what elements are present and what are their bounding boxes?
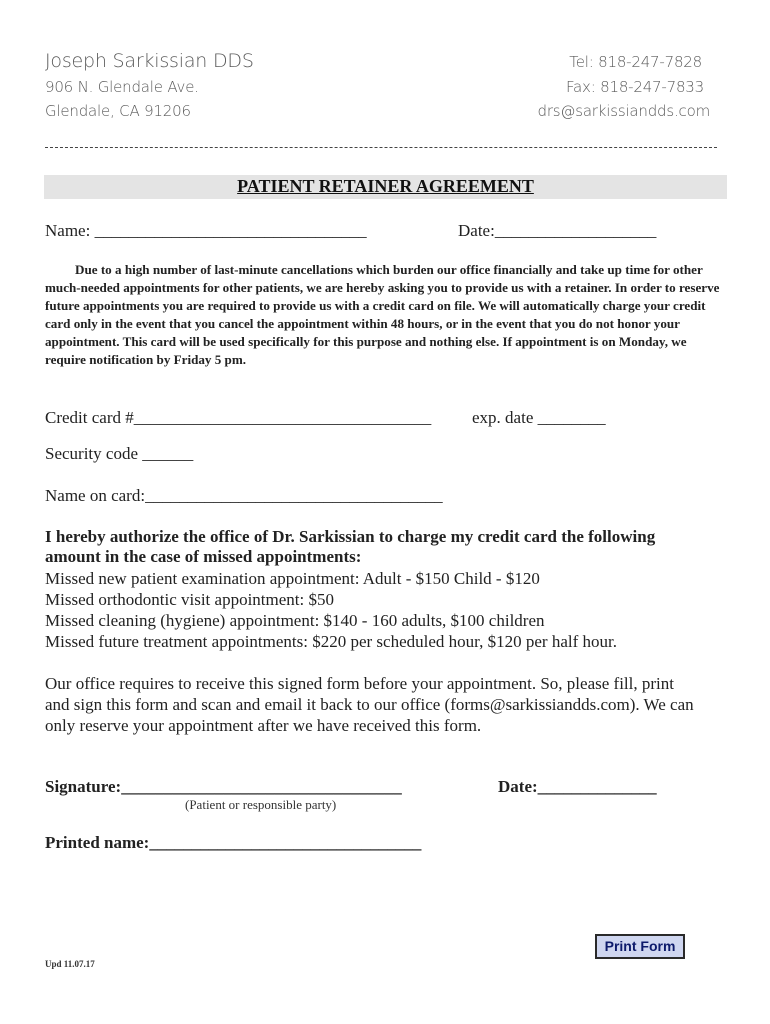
authorization-heading-line-2: amount in the case of missed appointments: [45, 547, 362, 566]
credit-card-field[interactable]: Credit card #___________________________________ [45, 408, 432, 427]
security-code-field[interactable]: Security code ______ [45, 444, 194, 463]
fee-item-orthodontic: Missed orthodontic visit appointment: $50 [45, 590, 334, 609]
retainer-notice [45, 261, 730, 369]
notice-text: Due to a high number of last-minute cancellations which burden our office financially and take up time for other much-needed appointments for other patients, we are hereby asking you to provide us with a retainer. In order to reserve future appointments you are required to provide us with a credit card on file. We will automatically charge your credit card only in the event that you cancel the appointment within 48 hours, or in the event that you do not honor your appointment. This card will be used specifically for this purpose and nothing else. If appointment is on Monday, we require notification by Friday 5 pm. [45, 262, 720, 367]
updated-date: Upd 11.07.17 [45, 959, 95, 969]
fee-item-new-patient: Missed new patient examination appointment: Adult - $150 Child - $120 [45, 569, 540, 588]
office-note-line-3: only reserve your appointment after we have received this form. [45, 716, 482, 735]
name-on-card-field[interactable]: Name on card:___________________________________ [45, 486, 443, 505]
address-line-2: Glendale, CA 91206 [45, 102, 191, 120]
practice-name: Joseph Sarkissian DDS [45, 50, 254, 72]
page-title: PATIENT RETAINER AGREEMENT [237, 176, 534, 196]
phone-number: Tel: 818-247-7828 [569, 53, 702, 71]
fee-item-cleaning: Missed cleaning (hygiene) appointment: $140 - 160 adults, $100 children [45, 611, 545, 630]
email-address: drs@sarkissiandds.com [537, 102, 710, 120]
print-form-button[interactable]: Print Form [595, 934, 685, 959]
name-field[interactable]: Name: ________________________________ [45, 221, 367, 240]
authorization-heading-line-1: I hereby authorize the office of Dr. Sarkissian to charge my credit card the following [45, 527, 656, 546]
fee-item-treatment: Missed future treatment appointments: $220 per scheduled hour, $120 per half hour. [45, 632, 617, 651]
date-field[interactable]: Date:___________________ [458, 221, 657, 240]
office-note-line-1: Our office requires to receive this signed form before your appointment. So, please fill, print [45, 674, 674, 693]
fax-number: Fax: 818-247-7833 [565, 78, 704, 96]
exp-date-field[interactable]: exp. date ________ [472, 408, 606, 427]
title-bar [44, 175, 727, 199]
signature-date-field[interactable]: Date:______________ [498, 777, 657, 796]
signature-field[interactable]: Signature:_________________________________ [45, 777, 402, 796]
address-line-1: 906 N. Glendale Ave. [45, 78, 199, 96]
printed-name-field[interactable]: Printed name:________________________________ [45, 833, 422, 852]
header-separator [45, 147, 717, 148]
signature-caption: (Patient or responsible party) [185, 797, 337, 812]
office-note-line-2: and sign this form and scan and email it back to our office (forms@sarkissiandds.com). We can [45, 695, 694, 714]
